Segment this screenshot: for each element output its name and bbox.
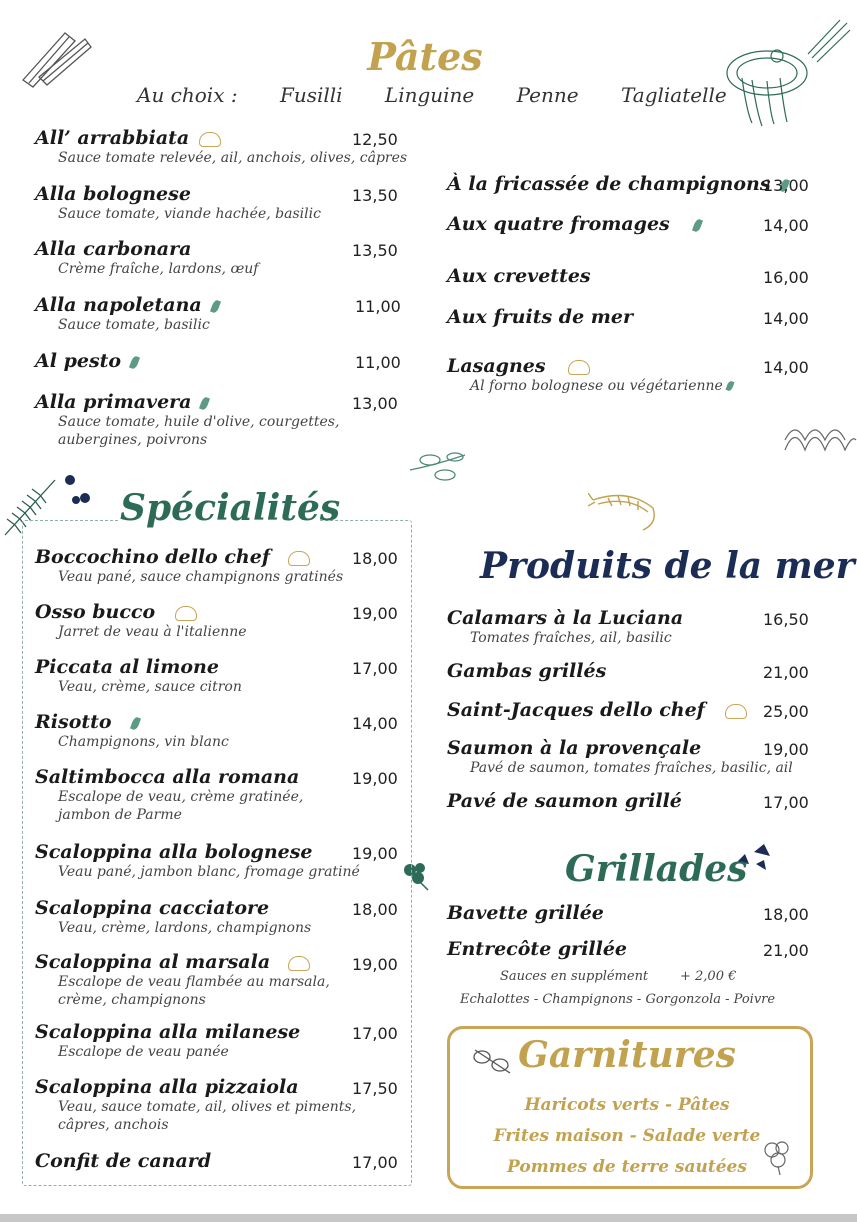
menu-item-quatre-fromages [447, 213, 701, 235]
menu-item-scaloppina-cacciatore [35, 897, 311, 937]
item-price: 17,00 [352, 1153, 398, 1172]
menu-item-boccochino [35, 546, 343, 586]
item-price: 14,00 [763, 216, 809, 235]
garniture-line-2: Frites maison - Salade verte [493, 1126, 761, 1146]
item-desc: Sauce tomate, basilic [58, 317, 210, 333]
leaf-icon [199, 396, 210, 411]
menu-item-bolognese [35, 183, 321, 223]
item-price: 13,50 [352, 241, 398, 260]
menu-item-risotto [35, 711, 229, 751]
grillades-title: Grillades [565, 848, 748, 890]
item-name: Alla primavera [35, 391, 192, 413]
item-name: Scaloppina alla bolognese [35, 841, 313, 863]
item-name: Aux crevettes [447, 265, 591, 287]
item-price: 19,00 [352, 769, 398, 788]
shrimp-illustration-icon [588, 488, 663, 538]
item-name: Alla napoletana [35, 294, 202, 316]
menu-item-saint-jacques [447, 699, 747, 721]
menu-item-scaloppina-pizzaiola [35, 1076, 356, 1134]
item-price: 19,00 [352, 604, 398, 623]
item-desc: Pavé de saumon, tomates fraîches, basilic, ail [470, 760, 793, 776]
item-price: 17,00 [352, 1024, 398, 1043]
item-price: 12,50 [352, 130, 398, 149]
item-desc: Sauce tomate relevée, ail, anchois, olives, câpres [58, 150, 408, 166]
menu-item-saumon-provencale [447, 737, 793, 777]
specialites-title: Spécialités [120, 487, 341, 529]
leaf-icon [210, 299, 221, 314]
menu-item-napoletana [35, 294, 219, 334]
garniture-line-1: Haricots verts - Pâtes [524, 1095, 730, 1115]
menu-item-piccata [35, 656, 242, 696]
mer-title: Produits de la mer [480, 545, 855, 587]
item-name: Pavé de saumon grillé [447, 790, 682, 812]
item-desc-2: crème, champignons [58, 992, 206, 1008]
item-price: 18,00 [352, 549, 398, 568]
bottom-border [0, 1214, 857, 1222]
item-name: À la fricassée de champignons [447, 173, 771, 195]
sauce-price: + 2,00 € [680, 969, 737, 984]
sauce-label: Sauces en supplément [500, 969, 649, 984]
chef-hat-icon [199, 132, 221, 147]
leaf-icon [692, 218, 703, 233]
item-price: 13,00 [352, 394, 398, 413]
menu-item-bavette [447, 902, 604, 924]
item-name: Scaloppina al marsala [35, 951, 271, 973]
item-desc: Champignons, vin blanc [58, 734, 229, 750]
item-name: Al pesto [35, 350, 122, 372]
sauce-list: Echalottes - Champignons - Gorgonzola - Poivre [460, 992, 776, 1007]
menu-item-confit [35, 1150, 211, 1172]
item-desc: Tomates fraîches, ail, basilic [470, 630, 672, 646]
menu-item-osso-bucco [35, 601, 247, 641]
chef-hat-icon [288, 956, 310, 971]
garnitures-title: Garnitures [518, 1034, 736, 1076]
item-price: 21,00 [763, 663, 809, 682]
item-price: 13,50 [352, 186, 398, 205]
item-desc-2: aubergines, poivrons [58, 432, 208, 448]
item-name: Scaloppina alla pizzaiola [35, 1076, 299, 1098]
chef-hat-icon [288, 551, 310, 566]
choice-tagliatelle: Tagliatelle [620, 83, 727, 107]
choice-penne: Penne [516, 83, 579, 107]
item-price: 19,00 [763, 740, 809, 759]
item-price: 11,00 [355, 353, 401, 372]
garniture-line-3: Pommes de terre sautées [507, 1157, 747, 1177]
item-desc: Veau pané, jambon blanc, fromage gratiné [58, 864, 360, 880]
item-price: 17,50 [352, 1079, 398, 1098]
menu-item-crevettes [447, 265, 591, 287]
item-desc: Veau, sauce tomate, ail, olives et piments, [58, 1099, 357, 1115]
item-price: 18,00 [352, 900, 398, 919]
item-desc: Escalope de veau, crème gratinée, [58, 789, 304, 805]
leaf-icon [129, 355, 140, 370]
item-name: Piccata al limone [35, 656, 219, 678]
menu-item-lasagnes [447, 355, 733, 395]
item-price: 16,00 [763, 268, 809, 287]
chef-hat-icon [568, 360, 590, 375]
menu-item-fruits-de-mer [447, 306, 633, 328]
item-price: 21,00 [763, 941, 809, 960]
item-desc: Al forno bolognese ou végétarienne [470, 377, 733, 395]
item-price: 18,00 [763, 905, 809, 924]
item-name: Scaloppina cacciatore [35, 897, 270, 919]
item-name: Lasagnes [447, 355, 546, 377]
menu-item-pave-saumon [447, 790, 682, 812]
item-desc: Sauce tomate, viande hachée, basilic [58, 206, 321, 222]
item-price: 19,00 [352, 955, 398, 974]
item-name: Calamars à la Luciana [447, 607, 684, 629]
item-price: 14,00 [352, 714, 398, 733]
pates-title: Pâtes [367, 34, 483, 79]
item-desc: Escalope de veau panée [58, 1044, 229, 1060]
menu-item-entrecote [447, 938, 627, 960]
item-price: 14,00 [763, 358, 809, 377]
item-name: Aux quatre fromages [447, 213, 670, 235]
item-name: Entrecôte grillée [447, 938, 628, 960]
menu-item-primavera [35, 391, 339, 449]
item-price: 13,00 [763, 176, 809, 195]
item-name: Scaloppina alla milanese [35, 1021, 301, 1043]
leaf-icon [130, 716, 141, 731]
item-name: Risotto [35, 711, 112, 733]
choice-linguine: Linguine [384, 83, 475, 107]
item-desc: Sauce tomate, huile d'olive, courgettes, [58, 414, 340, 430]
menu-item-scaloppina-marsala [35, 951, 330, 1009]
menu-item-fricassee [447, 173, 788, 195]
menu-item-calamars [447, 607, 683, 647]
menu-item-saltimbocca [35, 766, 303, 824]
menu-item-scaloppina-milanese [35, 1021, 300, 1061]
item-name: Saumon à la provençale [447, 737, 702, 759]
chef-hat-icon [175, 606, 197, 621]
item-name: All’ arrabbiata [35, 127, 190, 149]
item-price: 19,00 [352, 844, 398, 863]
item-desc-2: câpres, anchois [58, 1117, 169, 1133]
item-name: Boccochino dello chef [35, 546, 270, 568]
item-desc-2: jambon de Parme [58, 807, 182, 823]
menu-item-gambas [447, 660, 606, 682]
fusilli-illustration-icon [780, 420, 857, 460]
item-name: Saint-Jacques dello chef [447, 699, 705, 721]
item-desc: Jarret de veau à l'italienne [58, 624, 247, 640]
item-desc: Crème fraîche, lardons, œuf [58, 261, 259, 277]
item-name: Aux fruits de mer [447, 306, 633, 328]
item-desc: Veau, crème, sauce citron [58, 679, 242, 695]
menu-item-pesto [35, 350, 138, 372]
choice-fusilli: Fusilli [279, 83, 343, 107]
pasta-illustration-icon [15, 25, 95, 90]
item-desc: Escalope de veau flambée au marsala, [58, 974, 330, 990]
item-name: Osso bucco [35, 601, 156, 623]
item-price: 11,00 [355, 297, 401, 316]
item-name: Gambas grillés [447, 660, 607, 682]
item-price: 14,00 [763, 309, 809, 328]
item-name: Saltimbocca alla romana [35, 766, 300, 788]
chef-hat-icon [725, 704, 747, 719]
herb-sprig-illustration-icon [405, 445, 470, 490]
item-name: Confit de canard [35, 1150, 212, 1172]
item-name: Alla bolognese [35, 183, 191, 205]
menu-item-scaloppina-bolognese [35, 841, 360, 881]
item-price: 17,00 [763, 793, 809, 812]
leaf-icon [725, 380, 734, 391]
spaghetti-fork-illustration-icon [722, 18, 852, 128]
choice-label: Au choix : [137, 83, 238, 107]
item-desc: Veau, crème, lardons, champignons [58, 920, 312, 936]
item-price: 17,00 [352, 659, 398, 678]
item-desc: Veau pané, sauce champignons gratinés [58, 569, 344, 585]
item-name: Bavette grillée [447, 902, 604, 924]
menu-item-carbonara [35, 238, 259, 278]
item-price: 25,00 [763, 702, 809, 721]
item-name: Alla carbonara [35, 238, 192, 260]
pasta-choices [137, 83, 763, 107]
item-price: 16,50 [763, 610, 809, 629]
